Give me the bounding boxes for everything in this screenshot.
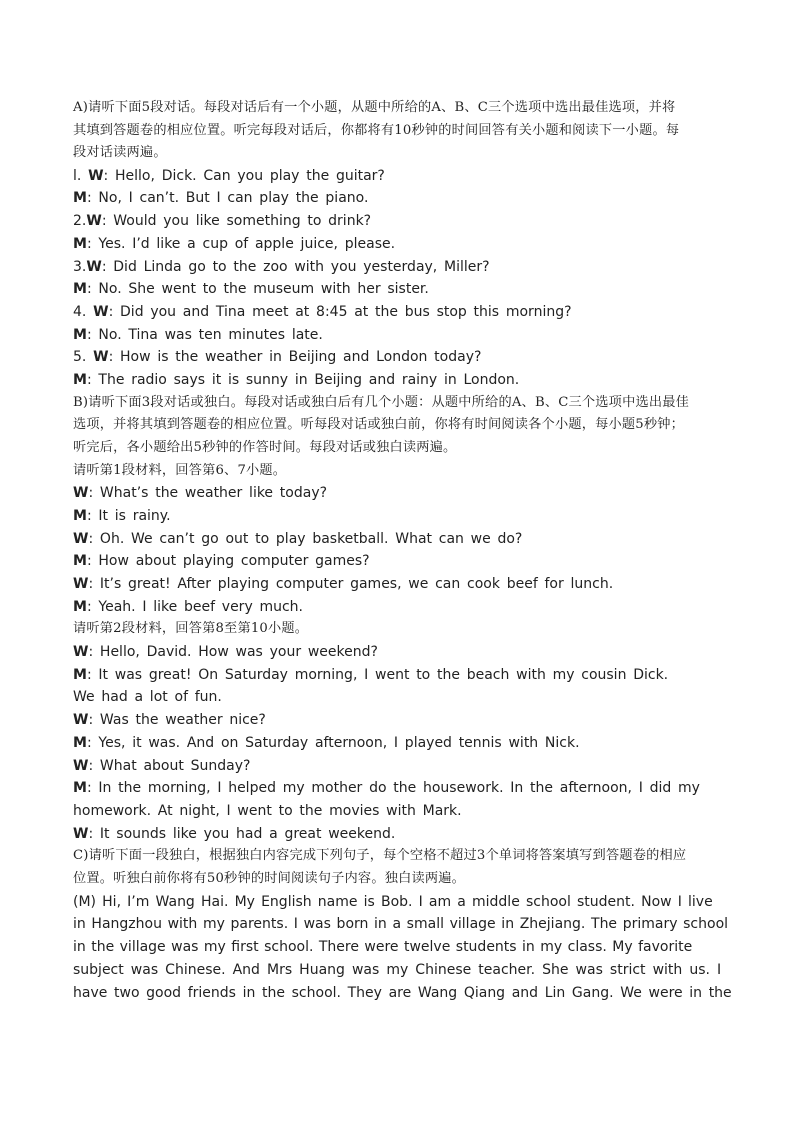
monologue-line: subject was Chinese. And Mrs Huang was my Chinese teacher. She was strict with us. I (73, 961, 722, 978)
section-b-instruction-line-1: B)请听下面3段对话或独白。每段对话或独白后有几个小题：从题中所给的A、B、C三个选项中选出最佳 (73, 394, 690, 410)
dialog-line: M: No. Tina was ten minutes late. (73, 326, 323, 343)
section-c-instruction-line-2: 位置。听独白前你将有50秒钟的时间阅读句子内容。独白读两遍。 (73, 870, 466, 886)
dialog-line: M: No. She went to the museum with her sister. (73, 281, 429, 298)
section-a-instruction-line-3: 段对话读两遍。 (73, 145, 167, 161)
dialog-line: We had a lot of fun. (73, 689, 222, 706)
monologue-line: (M) Hi, I’m Wang Hai. My English name is Bob. I am a middle school student. Now I live (73, 893, 713, 910)
dialog-line: 4. W: Did you and Tina meet at 8:45 at the bus stop this morning? (73, 304, 572, 320)
section-c-instruction-line-1: C)请听下面一段独白，根据独白内容完成下列句子，每个空格不超过3个单词将答案填写到答题卷的相应 (73, 848, 687, 864)
document-page (73, 97, 732, 1005)
dialog-line: M: No, I can’t. But I can play the piano. (73, 190, 369, 207)
dialog-line: M: How about playing computer games? (73, 553, 370, 570)
dialog-line: M: Yeah. I like beef very much. (73, 598, 304, 615)
material-1-title: 请听第1段材料，回答第6、7小题。 (73, 462, 287, 478)
dialog-line: W: It sounds like you had a great weekend. (73, 825, 396, 842)
monologue-line: in Hangzhou with my parents. I was born in a small village in Zhejiang. The primary school (73, 916, 729, 933)
dialog-line: W: What about Sunday? (73, 757, 251, 774)
monologue-line: have two good friends in the school. They are Wang Qiang and Lin Gang. We were in the (73, 984, 732, 1001)
dialog-line: M: In the morning, I helped my mother do the housework. In the afternoon, I did my (73, 780, 700, 797)
dialog-line: W: Oh. We can’t go out to play basketball. What can we do? (73, 530, 523, 547)
section-b-instruction-line-2: 选项，并将其填到答题卷的相应位置。听每段对话或独白前，你将有时间阅读各个小题，每小题5秒钟； (73, 417, 685, 433)
monologue-paragraph (73, 891, 732, 1005)
dialog-line: M: Yes, it was. And on Saturday afternoon, I played tennis with Nick. (73, 734, 580, 751)
dialog-line: 2.W: Would you like something to drink? (73, 213, 372, 230)
dialog-line: M: It was great! On Saturday morning, I went to the beach with my cousin Dick. (73, 666, 669, 683)
dialog-line: W: It’s great! After playing computer games, we can cook beef for lunch. (73, 576, 614, 592)
section-a-instruction-line-1: A)请听下面5段对话。每段对话后有一个小题，从题中所给的A、B、C三个选项中选出最佳选项，并将 (73, 100, 676, 115)
dialog-line: homework. At night, I went to the movies with Mark. (73, 802, 462, 819)
material-2-title: 请听第2段材料，回答第8至第10小题。 (73, 621, 309, 637)
dialog-line: M: The radio says it is sunny in Beijing and rainy in London. (73, 372, 520, 389)
dialog-line: W: What’s the weather like today? (73, 485, 328, 502)
dialog-line: M: It is rainy. (73, 507, 171, 524)
dialog-line: W: Was the weather nice? (73, 712, 266, 729)
dialog-line: M: Yes. I’d like a cup of apple juice, please. (73, 235, 396, 252)
dialog-line: l. W: Hello, Dick. Can you play the guitar? (73, 167, 385, 184)
dialog-line: 3.W: Did Linda go to the zoo with you yesterday, Miller? (73, 258, 490, 275)
dialog-line: W: Hello, David. How was your weekend? (73, 644, 378, 660)
monologue-line: in the village was my first school. There were twelve students in my class. My favorite (73, 939, 693, 956)
section-b-instruction-line-3: 听完后，各小题给出5秒钟的作答时间。每段对话或独白读两遍。 (73, 440, 457, 455)
dialog-line: 5. W: How is the weather in Beijing and London today? (73, 349, 482, 366)
section-a-instruction-line-2: 其填到答题卷的相应位置。听完每段对话后，你都将有10秒钟的时间回答有关小题和阅读下一小题。每 (73, 122, 680, 138)
